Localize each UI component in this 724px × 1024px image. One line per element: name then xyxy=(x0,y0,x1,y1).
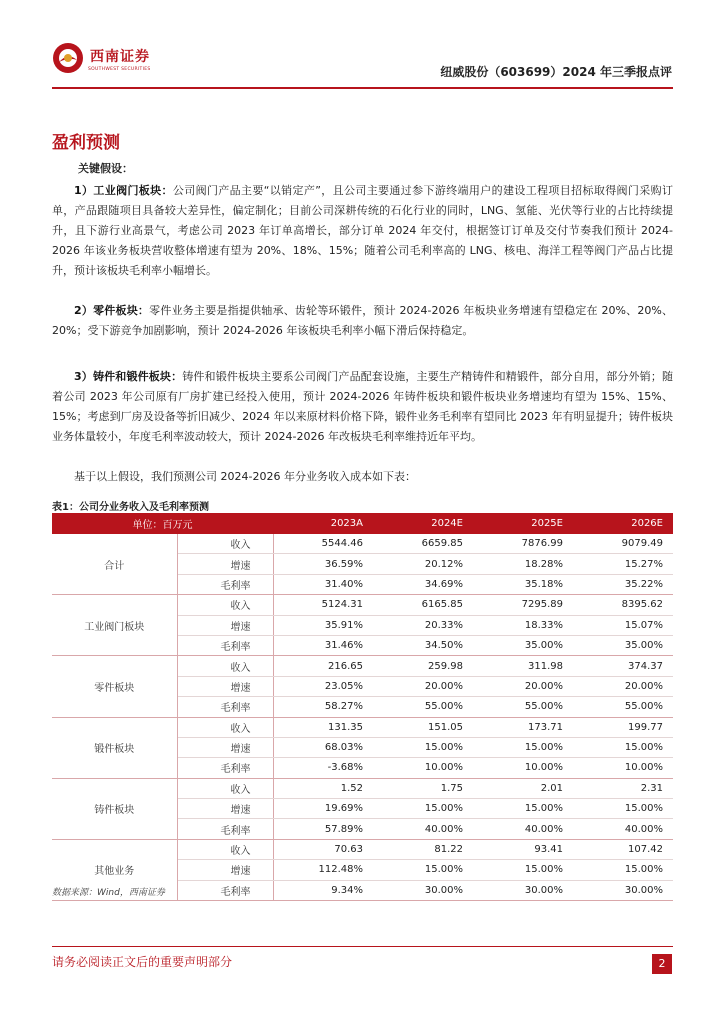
value-cell: 311.98 xyxy=(473,656,573,676)
value-cell: 18.33% xyxy=(473,615,573,635)
value-cell: 199.77 xyxy=(573,717,673,737)
value-cell: 9.34% xyxy=(273,880,373,900)
paragraph-parts xyxy=(52,301,673,341)
value-cell: 259.98 xyxy=(373,656,473,676)
metric-label: 毛利率 xyxy=(177,758,273,778)
value-cell: 131.35 xyxy=(273,717,373,737)
table-row xyxy=(52,778,673,798)
footer-disclaimer: 请务必阅读正文后的重要声明部分 xyxy=(52,955,233,969)
value-cell: 20.00% xyxy=(373,676,473,696)
southwest-securities-logo-icon xyxy=(52,42,84,74)
value-cell: 23.05% xyxy=(273,676,373,696)
paragraph-body: 铸件和锻件板块主要系公司阀门产品配套设施，主要生产精铸件和精锻件，部分自用，部分外销；随着公司 2023 年公司原有厂房扩建已经投入使用，预计 2024-2026 年铸件板块和锻件板块业务增速均有望为 15%、15%、15%；考虑到厂房及设备等折旧减少、2024 年以来原材料价格下降，锻件业务毛利率有望同比 2023 年有明显提升；铸件板块业务体量较小，年度毛利率波动较大，预计 2024-2026 年改板块毛利率维持近年平均。 xyxy=(52,370,674,443)
paragraph-body: 公司阀门产品主要“以销定产”，且公司主要通过参下游终端用户的建设工程项目招标取得阀门采购订单，产品跟随项目具备较大差异性，偏定制化；目前公司深耕传统的石化行业的同时，LNG、氢能、光伏等行业的占比持续提升，且下游行业高景气，考虑公司 2023 年订单高增长，部分订单 2024 年交付，根据签订订单及交付节奏我们预计 2024-2026 年该业务板块营收整体增速有望为 20%、18%、15%；随着公司毛利率高的 LNG、核电、海洋工程等阀门产品占比提升，预计该板块毛利率小幅增长。 xyxy=(52,184,673,277)
paragraph-forecast-intro xyxy=(52,467,673,487)
metric-label: 毛利率 xyxy=(177,697,273,717)
value-cell: 5544.46 xyxy=(273,534,373,554)
segment-name: 其他业务 xyxy=(52,839,177,900)
value-cell: 15.00% xyxy=(473,860,573,880)
header-divider xyxy=(52,87,673,89)
year-header: 2025E xyxy=(473,513,573,534)
value-cell: 40.00% xyxy=(573,819,673,839)
value-cell: 35.91% xyxy=(273,615,373,635)
value-cell: 7876.99 xyxy=(473,534,573,554)
value-cell: 6165.85 xyxy=(373,595,473,615)
value-cell: 2.31 xyxy=(573,778,673,798)
value-cell: 58.27% xyxy=(273,697,373,717)
table-row xyxy=(52,839,673,859)
value-cell: 15.00% xyxy=(573,799,673,819)
value-cell: 107.42 xyxy=(573,839,673,859)
value-cell: 18.28% xyxy=(473,554,573,574)
segment-name: 工业阀门板块 xyxy=(52,595,177,656)
value-cell: 35.00% xyxy=(573,635,673,655)
value-cell: 35.00% xyxy=(473,635,573,655)
value-cell: 15.00% xyxy=(473,737,573,757)
value-cell: 34.69% xyxy=(373,574,473,594)
value-cell: 34.50% xyxy=(373,635,473,655)
value-cell: 7295.89 xyxy=(473,595,573,615)
value-cell: 1.52 xyxy=(273,778,373,798)
value-cell: 9079.49 xyxy=(573,534,673,554)
value-cell: 374.37 xyxy=(573,656,673,676)
value-cell: 81.22 xyxy=(373,839,473,859)
value-cell: 5124.31 xyxy=(273,595,373,615)
value-cell: 93.41 xyxy=(473,839,573,859)
value-cell: 15.07% xyxy=(573,615,673,635)
brand-name-en: SOUTHWEST SECURITIES xyxy=(88,67,151,72)
page-header xyxy=(0,0,724,92)
unit-header: 单位：百万元 xyxy=(52,513,273,534)
value-cell: 1.75 xyxy=(373,778,473,798)
table-body xyxy=(52,534,673,901)
value-cell: 151.05 xyxy=(373,717,473,737)
section-title: 盈利预测 xyxy=(52,133,120,153)
value-cell: 68.03% xyxy=(273,737,373,757)
value-cell: 10.00% xyxy=(473,758,573,778)
value-cell: 31.40% xyxy=(273,574,373,594)
metric-label: 收入 xyxy=(177,534,273,554)
paragraph-castings-forgings xyxy=(52,367,673,447)
paragraph-body: 基于以上假设，我们预测公司 2024-2026 年分业务收入成本如下表： xyxy=(74,470,416,483)
value-cell: 57.89% xyxy=(273,819,373,839)
segment-name: 锻件板块 xyxy=(52,717,177,778)
paragraph-lead: 2）零件板块： xyxy=(74,304,150,317)
value-cell: 55.00% xyxy=(473,697,573,717)
metric-label: 收入 xyxy=(177,778,273,798)
value-cell: 15.00% xyxy=(573,860,673,880)
value-cell: -3.68% xyxy=(273,758,373,778)
metric-label: 毛利率 xyxy=(177,574,273,594)
value-cell: 35.22% xyxy=(573,574,673,594)
value-cell: 20.00% xyxy=(573,676,673,696)
segment-forecast-table xyxy=(52,513,673,901)
value-cell: 36.59% xyxy=(273,554,373,574)
brand-name-cn: 西南证券 xyxy=(90,49,150,65)
paragraph-body: 零件业务主要是指提供轴承、齿轮等环锻件，预计 2024-2026 年板块业务增速有望稳定在 20%、20%、20%；受下游竞争加剧影响，预计 2024-2026 年该板块毛利率小幅下滑后保持稳定。 xyxy=(52,304,674,337)
metric-label: 收入 xyxy=(177,656,273,676)
paragraph-lead: 1）工业阀门板块： xyxy=(74,184,173,197)
metric-label: 增速 xyxy=(177,676,273,696)
report-title: 纽威股份（603699）2024 年三季报点评 xyxy=(440,65,672,79)
footer-divider xyxy=(52,946,673,947)
metric-label: 毛利率 xyxy=(177,880,273,900)
key-assumptions-label: 关键假设： xyxy=(78,162,133,175)
value-cell: 20.00% xyxy=(473,676,573,696)
value-cell: 40.00% xyxy=(373,819,473,839)
value-cell: 15.00% xyxy=(373,737,473,757)
year-header: 2024E xyxy=(373,513,473,534)
value-cell: 20.33% xyxy=(373,615,473,635)
metric-label: 收入 xyxy=(177,595,273,615)
table-caption: 表1：公司分业务收入及毛利率预测 xyxy=(52,502,209,513)
table-row xyxy=(52,595,673,615)
value-cell: 31.46% xyxy=(273,635,373,655)
metric-label: 增速 xyxy=(177,860,273,880)
value-cell: 10.00% xyxy=(373,758,473,778)
table-header-row xyxy=(52,513,673,534)
segment-name: 合计 xyxy=(52,534,177,595)
table-row xyxy=(52,534,673,554)
page-number: 2 xyxy=(652,954,672,974)
value-cell: 112.48% xyxy=(273,860,373,880)
value-cell: 70.63 xyxy=(273,839,373,859)
value-cell: 19.69% xyxy=(273,799,373,819)
value-cell: 55.00% xyxy=(373,697,473,717)
value-cell: 55.00% xyxy=(573,697,673,717)
metric-label: 增速 xyxy=(177,799,273,819)
metric-label: 增速 xyxy=(177,554,273,574)
value-cell: 6659.85 xyxy=(373,534,473,554)
value-cell: 8395.62 xyxy=(573,595,673,615)
metric-label: 增速 xyxy=(177,615,273,635)
value-cell: 35.18% xyxy=(473,574,573,594)
value-cell: 15.27% xyxy=(573,554,673,574)
table-row xyxy=(52,717,673,737)
value-cell: 15.00% xyxy=(473,799,573,819)
value-cell: 30.00% xyxy=(473,880,573,900)
value-cell: 2.01 xyxy=(473,778,573,798)
value-cell: 173.71 xyxy=(473,717,573,737)
value-cell: 40.00% xyxy=(473,819,573,839)
paragraph-industrial-valves xyxy=(52,181,673,281)
value-cell: 15.00% xyxy=(573,737,673,757)
paragraph-lead: 3）铸件和锻件板块： xyxy=(74,370,183,383)
value-cell: 216.65 xyxy=(273,656,373,676)
value-cell: 20.12% xyxy=(373,554,473,574)
metric-label: 收入 xyxy=(177,839,273,859)
value-cell: 15.00% xyxy=(373,799,473,819)
data-source: 数据来源：Wind，西南证券 xyxy=(52,888,165,898)
metric-label: 毛利率 xyxy=(177,635,273,655)
year-header: 2023A xyxy=(273,513,373,534)
metric-label: 收入 xyxy=(177,717,273,737)
value-cell: 10.00% xyxy=(573,758,673,778)
metric-label: 增速 xyxy=(177,737,273,757)
metric-label: 毛利率 xyxy=(177,819,273,839)
value-cell: 15.00% xyxy=(373,860,473,880)
segment-name: 铸件板块 xyxy=(52,778,177,839)
segment-name: 零件板块 xyxy=(52,656,177,717)
year-header: 2026E xyxy=(573,513,673,534)
value-cell: 30.00% xyxy=(373,880,473,900)
table-row xyxy=(52,656,673,676)
value-cell: 30.00% xyxy=(573,880,673,900)
